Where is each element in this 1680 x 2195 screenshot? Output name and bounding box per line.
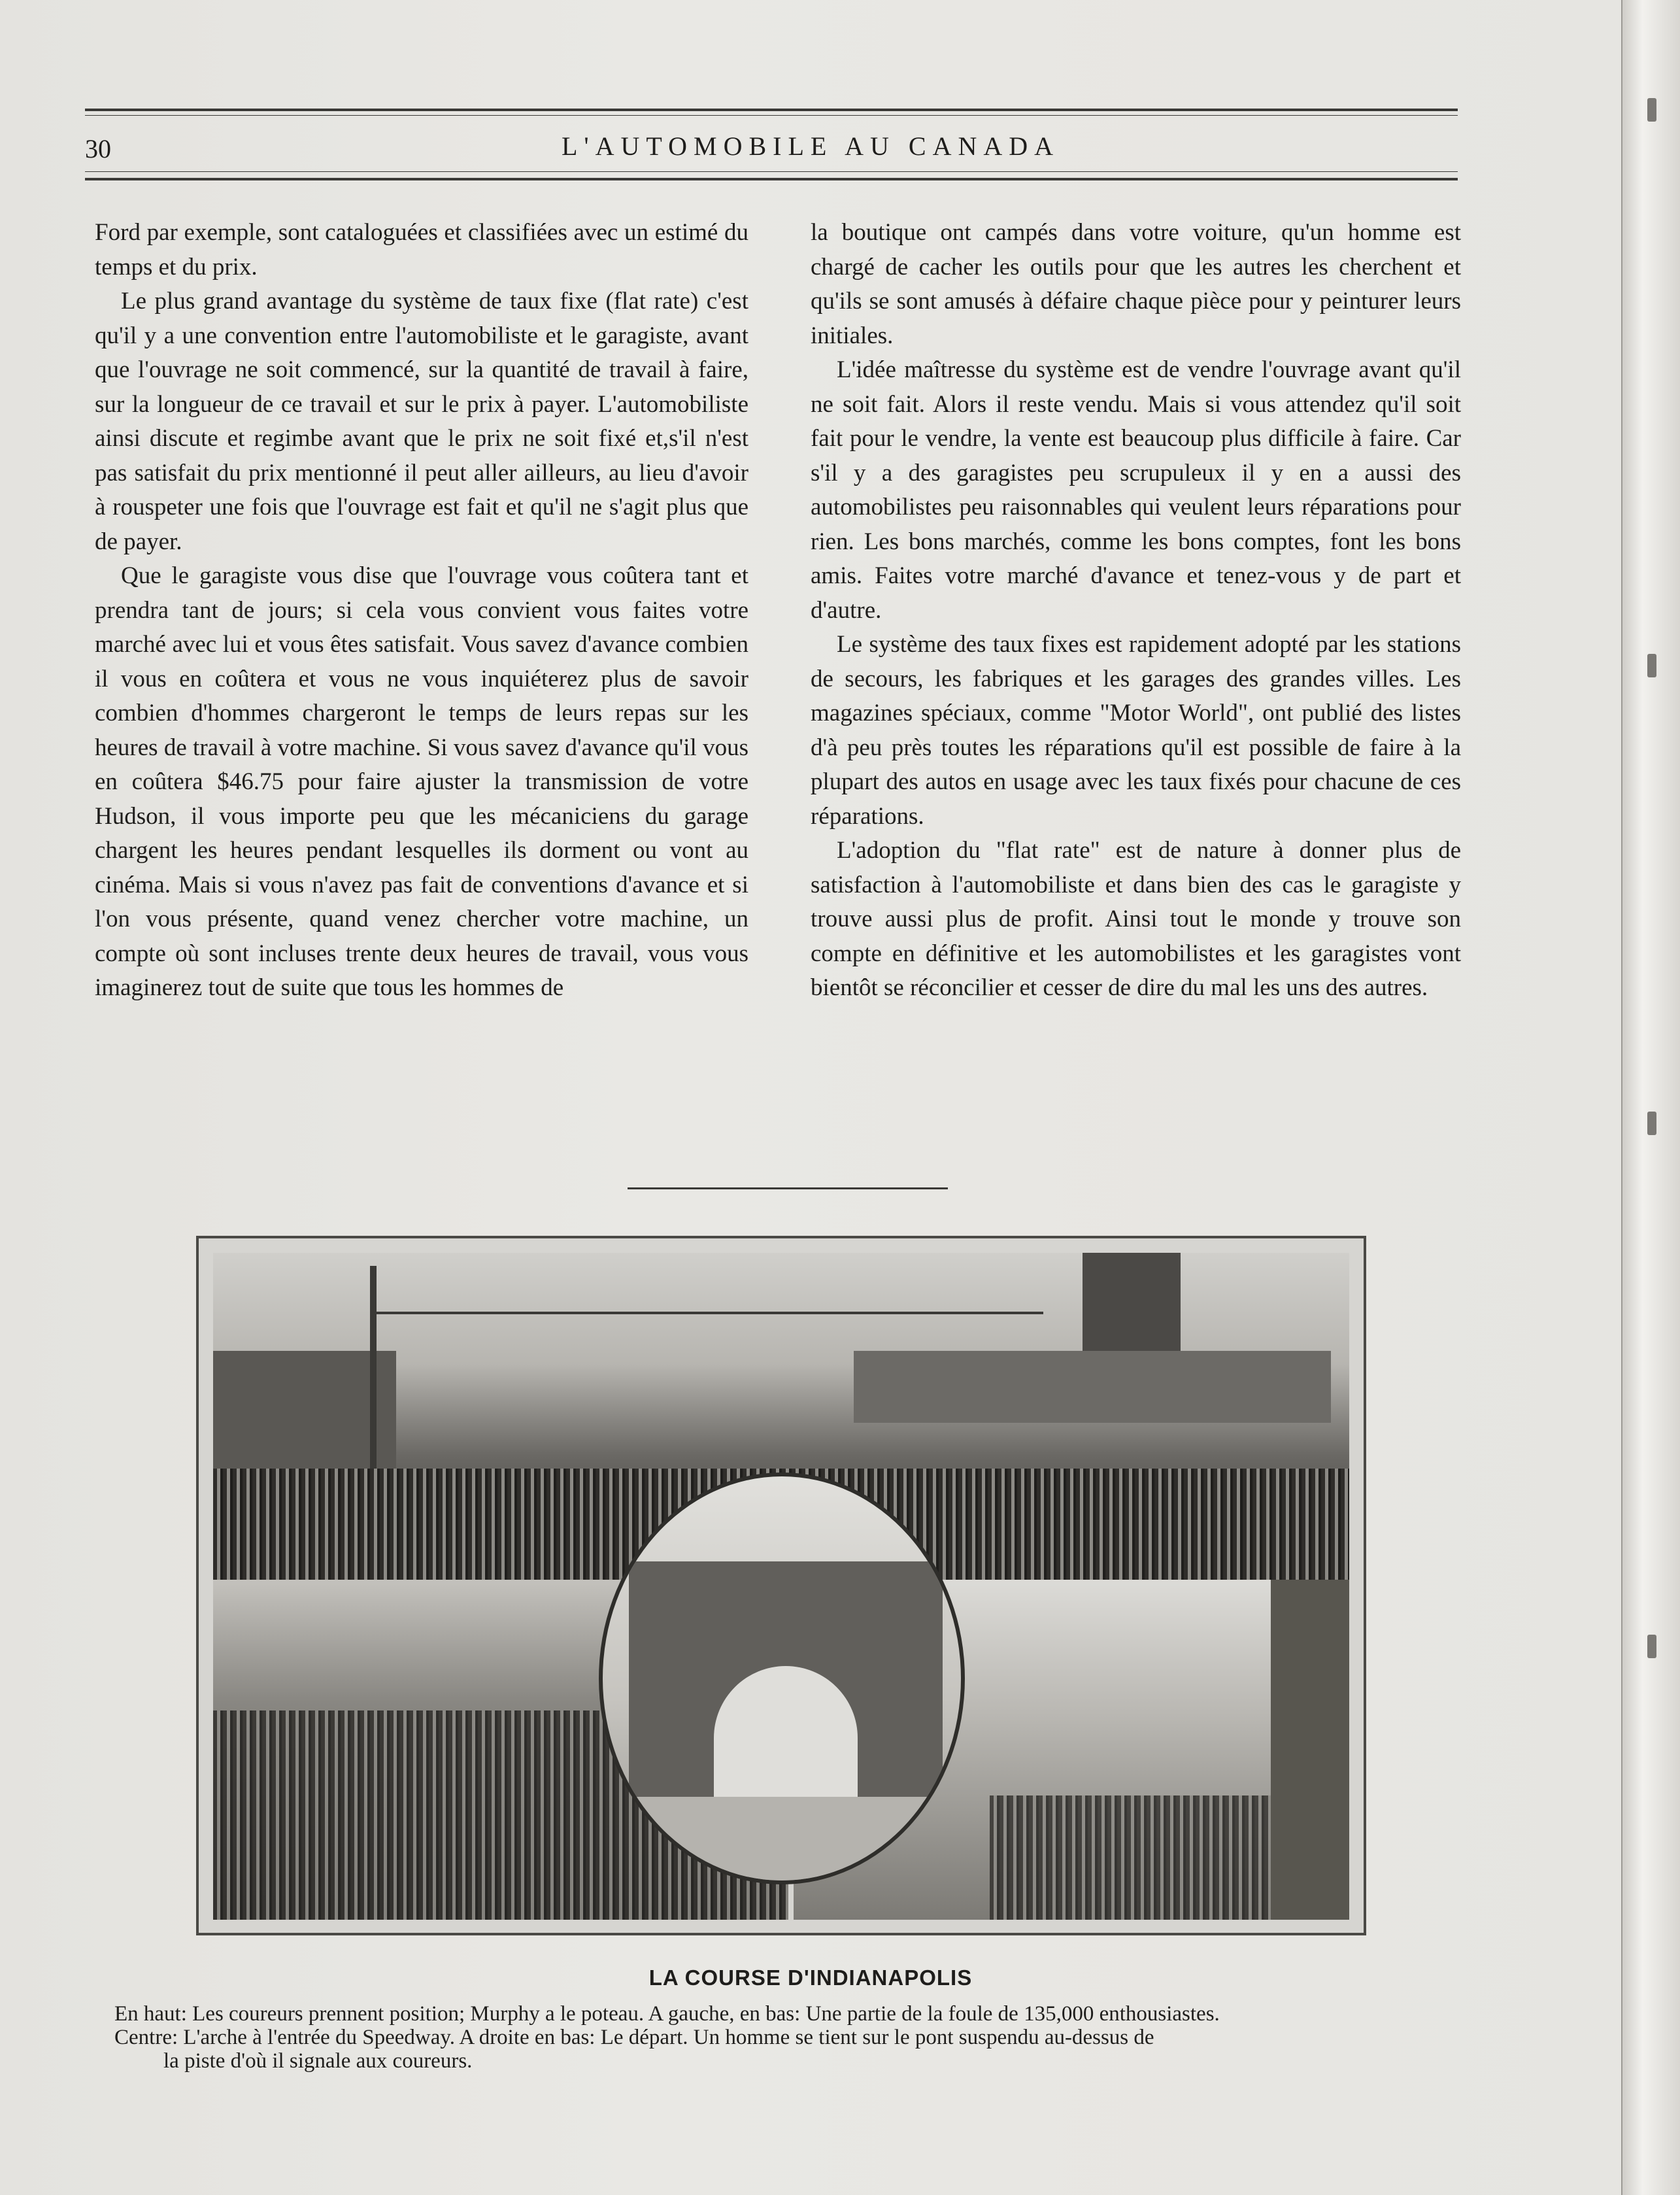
- paragraph: Que le garagiste vous dise que l'ouvrage vous coûtera tant et prendra tant de jours; si cela vous convient vous faites votre marché avec lui et vous êtes satisfait. Vous savez d'avance combien il vous en coûtera et vous ne vous inquiéterez plus de savoir combien d'hommes chargeront le temps de leurs repas sur les heures de travail à votre machine. Si vous savez d'avance qu'il vous en coûtera $46.75 pour faire ajuster la transmission de votre Hudson, il vous importe peu que les mécaniciens du garage chargent les heures pendant lesquelles ils dorment ou vont au cinéma. Mais si vous n'avez pas fait de conventions d'avance et si l'on vous présente, quand venez chercher votre machine, un compte où sont incluses trente deux heures de travail, vous vous imaginerez tout de suite que tous les hommes de: [95, 562, 748, 1001]
- pagoda-stand: [854, 1351, 1331, 1423]
- running-title: L'AUTOMOBILE AU CANADA: [561, 131, 1060, 161]
- staple: [1647, 1112, 1656, 1135]
- caption-line: la piste d'où il signale aux coureurs.: [163, 2049, 473, 2073]
- spectators: [990, 1795, 1271, 1920]
- staple: [1647, 98, 1656, 122]
- paragraph: Le système des taux fixes est rapidement adopté par les stations de secours, les fabriques et les garages des grandes villes. Les magazines spéciaux, comme "Motor World", ont publié des listes d'à peu près toutes les réparations qu'il est possible de faire à la plupart des autos en usage avec les taux fixés pour chacune de ces réparations.: [811, 631, 1461, 830]
- header-rule-top: [85, 109, 1458, 111]
- bridge-tower: [1271, 1580, 1349, 1920]
- starting-pole: [370, 1266, 377, 1475]
- paragraph: L'adoption du "flat rate" est de nature à donner plus de satisfaction à l'automobiliste et dans bien des cas le garagiste y trouve aussi plus de profit. Ainsi tout le monde y trouve son compte en définitive et les automobilistes et les garagistes vont bientôt se réconcilier et cesser de dire du mal les uns des autres.: [811, 837, 1461, 1001]
- section-divider: [628, 1187, 948, 1189]
- photo-montage: [196, 1236, 1366, 1935]
- binding-edge: [1621, 0, 1680, 2195]
- figure-caption: [114, 2002, 1461, 2073]
- grandstand-left: [213, 1351, 396, 1469]
- page-number: 30: [85, 134, 111, 163]
- staple: [1647, 1635, 1656, 1658]
- paragraph: Le plus grand avantage du système de taux fixe (flat rate) c'est qu'il y a une convention entre l'automobiliste et le garagiste, avant que l'ouvrage ne soit commencé, sur la quantité de travail à faire, sur la longueur de ce travail et sur le prix à payer. L'automobiliste ainsi discute et regimbe avant que le prix ne soit fixé et,s'il n'est pas satisfait du prix mentionné il peut aller ailleurs, au lieu d'avoir à rouspeter une fois que l'ouvrage est fait et qu'il ne s'agit plus que de payer.: [95, 288, 748, 555]
- paragraph: la boutique ont campés dans votre voiture, qu'un homme est chargé de cacher les outils pour que les autres les cherchent et qu'ils se sont amusés à défaire chaque pièce pour y peinturer leurs initiales.: [811, 219, 1461, 349]
- figure-title: LA COURSE D'INDIANAPOLIS: [648, 1965, 973, 1990]
- suspension-wire: [370, 1312, 1043, 1314]
- paragraph: Ford par exemple, sont cataloguées et classifiées avec un estimé du temps et du prix.: [95, 219, 748, 281]
- text-column-right: [811, 216, 1461, 1006]
- caption-line: Centre: L'arche à l'entrée du Speedway. A droite en bas: Le départ. Un homme se tient sur le pont suspendu au-dessus de: [114, 2026, 1154, 2049]
- text-column-left: [95, 216, 748, 1006]
- header-rule-bottom: [85, 178, 1458, 180]
- caption-line: En haut: Les coureurs prennent position; Murphy a le poteau. A gauche, en bas: Une partie de la foule de 135,000 enthousiastes.: [114, 2002, 1220, 2026]
- staple: [1647, 654, 1656, 677]
- photo-speedway-arch: [599, 1472, 965, 1884]
- road: [603, 1797, 965, 1884]
- paragraph: L'idée maîtresse du système est de vendre l'ouvrage avant qu'il ne soit fait. Alors il reste vendu. Mais si vous attendez qu'il soit fait pour le vendre, la vente est beaucoup plus difficile à faire. Car s'il y a des garagistes peu scrupuleux il y en a aussi des automobilistes peu raisonnables qui veulent leurs réparations pour rien. Les bons marchés, comme les bons comptes, font les bons amis. Faites votre marché d'avance et tenez-vous y de part et d'autre.: [811, 356, 1461, 624]
- pagoda-tower: [1083, 1253, 1181, 1351]
